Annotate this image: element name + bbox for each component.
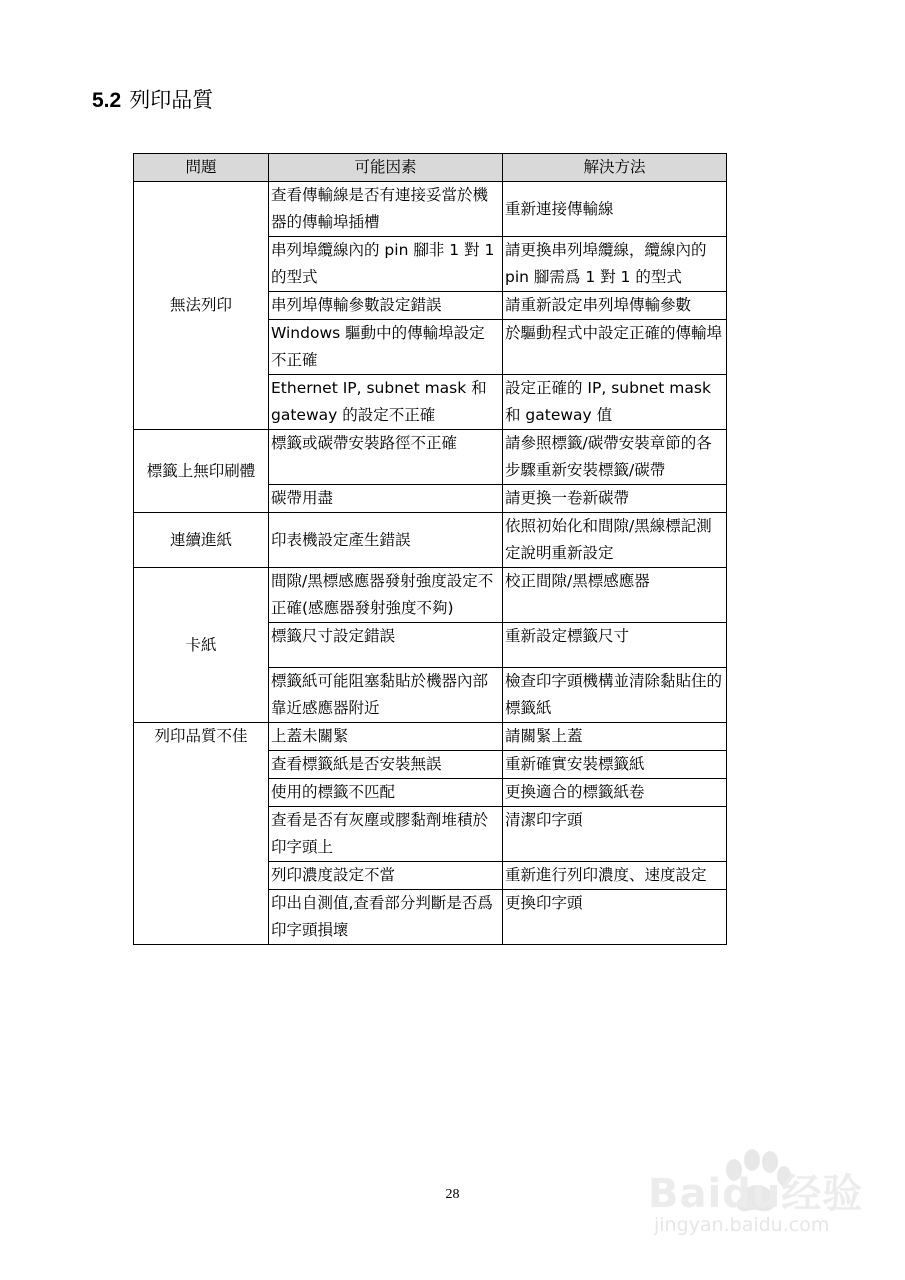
problem-cell: 卡紙	[134, 568, 269, 723]
cause-cell: 間隙/黑標感應器發射強度設定不正確(感應器發射強度不夠)	[269, 568, 503, 623]
table-row	[134, 568, 727, 623]
cause-cell: 標籤或碳帶安裝路徑不正確	[269, 430, 503, 485]
solution-cell: 校正間隙/黑標感應器	[503, 568, 727, 623]
section-title: 列印品質	[129, 88, 214, 112]
solution-cell: 請更換一卷新碳帶	[503, 485, 727, 513]
solution-cell: 請關緊上蓋	[503, 723, 727, 751]
cause-cell: 印出自測值,查看部分判斷是否爲印字頭損壞	[269, 890, 503, 945]
problem-cell: 列印品質不佳	[134, 723, 269, 945]
solution-cell: 設定正確的 IP, subnet mask 和 gateway 值	[503, 375, 727, 430]
table-header-row	[134, 154, 727, 182]
solution-cell: 更換印字頭	[503, 890, 727, 945]
watermark-url: jingyan.baidu.com	[654, 1214, 830, 1236]
solution-cell: 重新設定標籤尺寸	[503, 623, 727, 668]
cause-cell: Windows 驅動中的傳輸埠設定不正確	[269, 320, 503, 375]
header-solution: 解決方法	[503, 154, 727, 182]
page-number: 28	[445, 1187, 460, 1202]
header-cause: 可能因素	[269, 154, 503, 182]
baidu-watermark	[640, 1148, 880, 1248]
solution-cell: 重新連接傳輸線	[503, 182, 727, 237]
cause-cell: 查看標籤紙是否安裝無誤	[269, 751, 503, 779]
cause-cell: 串列埠傳輸參數設定錯誤	[269, 292, 503, 320]
table-row	[134, 430, 727, 485]
header-problem: 問題	[134, 154, 269, 182]
problem-cell: 連續進紙	[134, 513, 269, 568]
solution-cell: 重新進行列印濃度、速度設定	[503, 862, 727, 890]
table-row	[134, 182, 727, 237]
cause-cell: Ethernet IP, subnet mask 和 gateway 的設定不正確	[269, 375, 503, 430]
section-heading	[92, 86, 213, 115]
watermark-logo: Baidu经验	[648, 1171, 864, 1217]
cause-cell: 標籤尺寸設定錯誤	[269, 623, 503, 668]
solution-cell: 重新確實安裝標籤紙	[503, 751, 727, 779]
solution-cell: 請參照標籤/碳帶安裝章節的各步驟重新安裝標籤/碳帶	[503, 430, 727, 485]
cause-cell: 查看傳輸線是否有連接妥當於機器的傳輸埠插槽	[269, 182, 503, 237]
table-row	[134, 723, 727, 751]
problem-cell: 無法列印	[134, 182, 269, 430]
cause-cell: 使用的標籤不匹配	[269, 779, 503, 807]
cause-cell: 標籤紙可能阻塞黏貼於機器內部靠近感應器附近	[269, 668, 503, 723]
solution-cell: 依照初始化和間隙/黑線標記測定說明重新設定	[503, 513, 727, 568]
cause-cell: 上蓋未關緊	[269, 723, 503, 751]
solution-cell: 請重新設定串列埠傳輸參數	[503, 292, 727, 320]
cause-cell: 串列埠纜線內的 pin 腳非 1 對 1 的型式	[269, 237, 503, 292]
cause-cell: 印表機設定產生錯誤	[269, 513, 503, 568]
table-row	[134, 513, 727, 568]
problem-cell: 標籤上無印刷體	[134, 430, 269, 513]
solution-cell: 於驅動程式中設定正確的傳輸埠	[503, 320, 727, 375]
troubleshooting-table	[133, 153, 727, 945]
solution-cell: 檢查印字頭機構並清除黏貼住的標籤紙	[503, 668, 727, 723]
section-number: 5.2	[92, 89, 122, 112]
solution-cell: 更換適合的標籤紙卷	[503, 779, 727, 807]
solution-cell: 請更換串列埠纜線，纜線內的 pin 腳需爲 1 對 1 的型式	[503, 237, 727, 292]
cause-cell: 碳帶用盡	[269, 485, 503, 513]
solution-cell: 清潔印字頭	[503, 807, 727, 862]
cause-cell: 查看是否有灰塵或膠黏劑堆積於印字頭上	[269, 807, 503, 862]
cause-cell: 列印濃度設定不當	[269, 862, 503, 890]
